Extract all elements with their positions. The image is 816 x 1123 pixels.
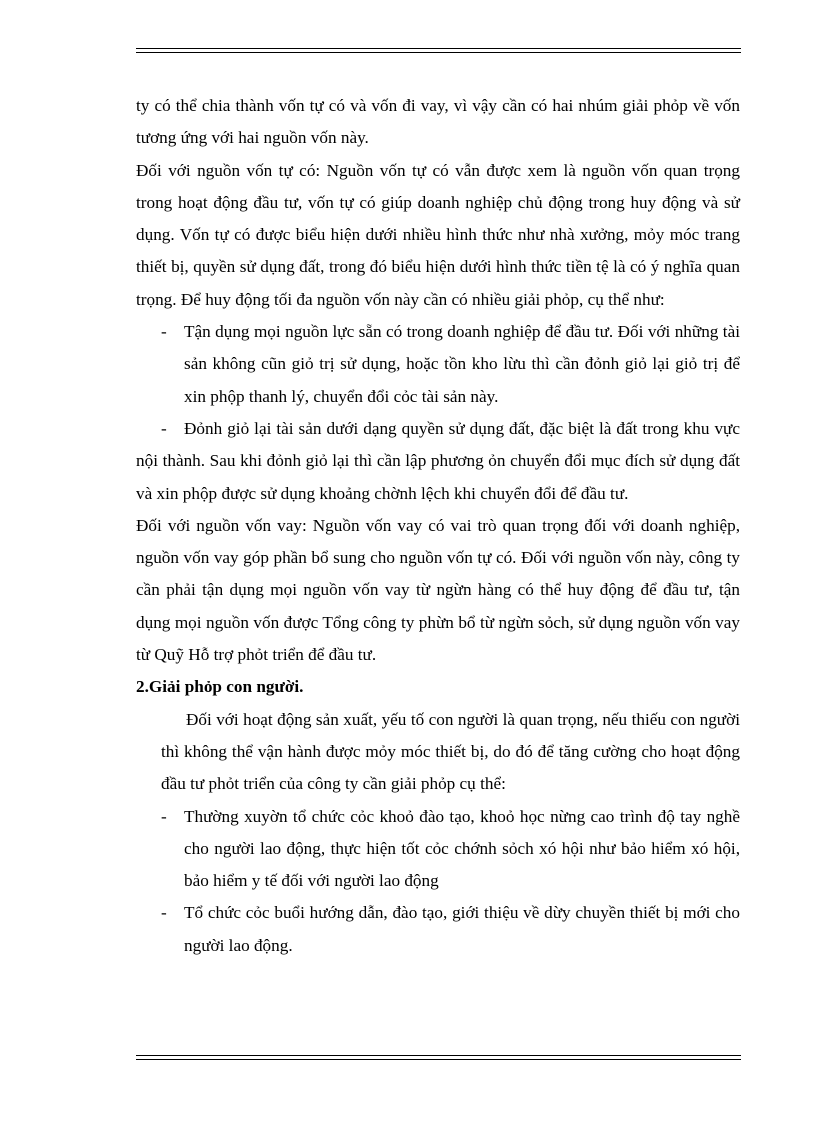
paragraph-capital-split: ty có thể chia thành vốn tự có và vốn đi vay, vì vậy cần có hai nhúm giải phỏp về vốn tương ứng với hai nguồn vốn này. xyxy=(136,96,740,148)
list-item xyxy=(136,413,740,510)
page-body xyxy=(136,90,740,962)
section-heading: 2.Giải phỏp con người. xyxy=(136,677,304,697)
list-item-text: Đỏnh giỏ lại tài sản dưới dạng quyền sử dụng đất, đặc biệt là đất trong khu vực nội thành. Sau khi đỏnh giỏ lại thì cần lập phương ỏn chuyển đổi mục đích sử dụng đất và xin phộp được sử dụng khoảng chờnh lệch khi chuyển đổi để đầu tư. xyxy=(136,418,740,503)
list-item xyxy=(136,316,740,413)
bullet-dash: - xyxy=(161,322,167,342)
paragraph-people: Đối với hoạt động sản xuất, yếu tố con người là quan trọng, nếu thiếu con người thì không thể vận hành được mỏy móc thiết bị, do đó để tăng cường cho hoạt động đầu tư phỏt triển của công ty cần giải phỏp cụ thể: xyxy=(161,709,740,794)
list-item xyxy=(136,801,740,898)
paragraph-loan-capital: Đối với nguồn vốn vay: Nguồn vốn vay có vai trò quan trọng đối với doanh nghiệp, nguồn vốn vay góp phần bổ sung cho nguồn vốn tự có. Đối với nguồn vốn này, công ty cần phải tận dụng mọi nguồn vốn vay từ ngừn hàng có thể huy động để đầu tư, tận dụng mọi nguồn vốn được Tổng công ty phừn bổ từ ngừn sỏch, sử dụng nguồn vốn vay từ Quỹ Hỗ trợ phỏt triển để đầu tư. xyxy=(136,515,740,665)
paragraph-own-capital: Đối với nguồn vốn tự có: Nguồn vốn tự có vẫn được xem là nguồn vốn quan trọng trong hoạt động đầu tư, vốn tự có giúp doanh nghiệp chủ động trong huy động và sử dụng. Vốn tự có được biểu hiện dưới nhiều hình thức như nhà xưởng, mỏy móc trang thiết bị, quyền sử dụng đất, trong đó biểu hiện dưới hình thức tiền tệ là có ý nghĩa quan trọng. Để huy động tối đa nguồn vốn này cần có nhiều giải phỏp, cụ thể như: xyxy=(136,160,740,309)
list-item-text: Thường xuyờn tổ chức cỏc khoỏ đào tạo, khoỏ học nừng cao trình độ tay nghề cho người lao động, thực hiện tốt cỏc chớnh sỏch xó hội như bảo hiểm xó hội, bảo hiểm y tế đối với người lao động xyxy=(184,806,740,891)
header-rule xyxy=(136,48,741,53)
list-item xyxy=(136,897,740,962)
bullet-dash: - xyxy=(161,903,167,923)
bullet-dash: - xyxy=(161,806,167,826)
list-item-text: Tổ chức cỏc buổi hướng dẫn, đào tạo, giới thiệu về dừy chuyền thiết bị mới cho người lao động. xyxy=(184,903,740,955)
bullet-dash: - xyxy=(161,418,167,438)
list-item-text: Tận dụng mọi nguồn lực sẵn có trong doanh nghiệp để đầu tư. Đối với những tài sản không cũn giỏ trị sử dụng, hoặc tồn kho lừu thì cần đỏnh giỏ lại giỏ trị để xin phộp thanh lý, chuyển đổi cỏc tài sản này. xyxy=(184,322,740,406)
footer-rule xyxy=(136,1055,741,1060)
